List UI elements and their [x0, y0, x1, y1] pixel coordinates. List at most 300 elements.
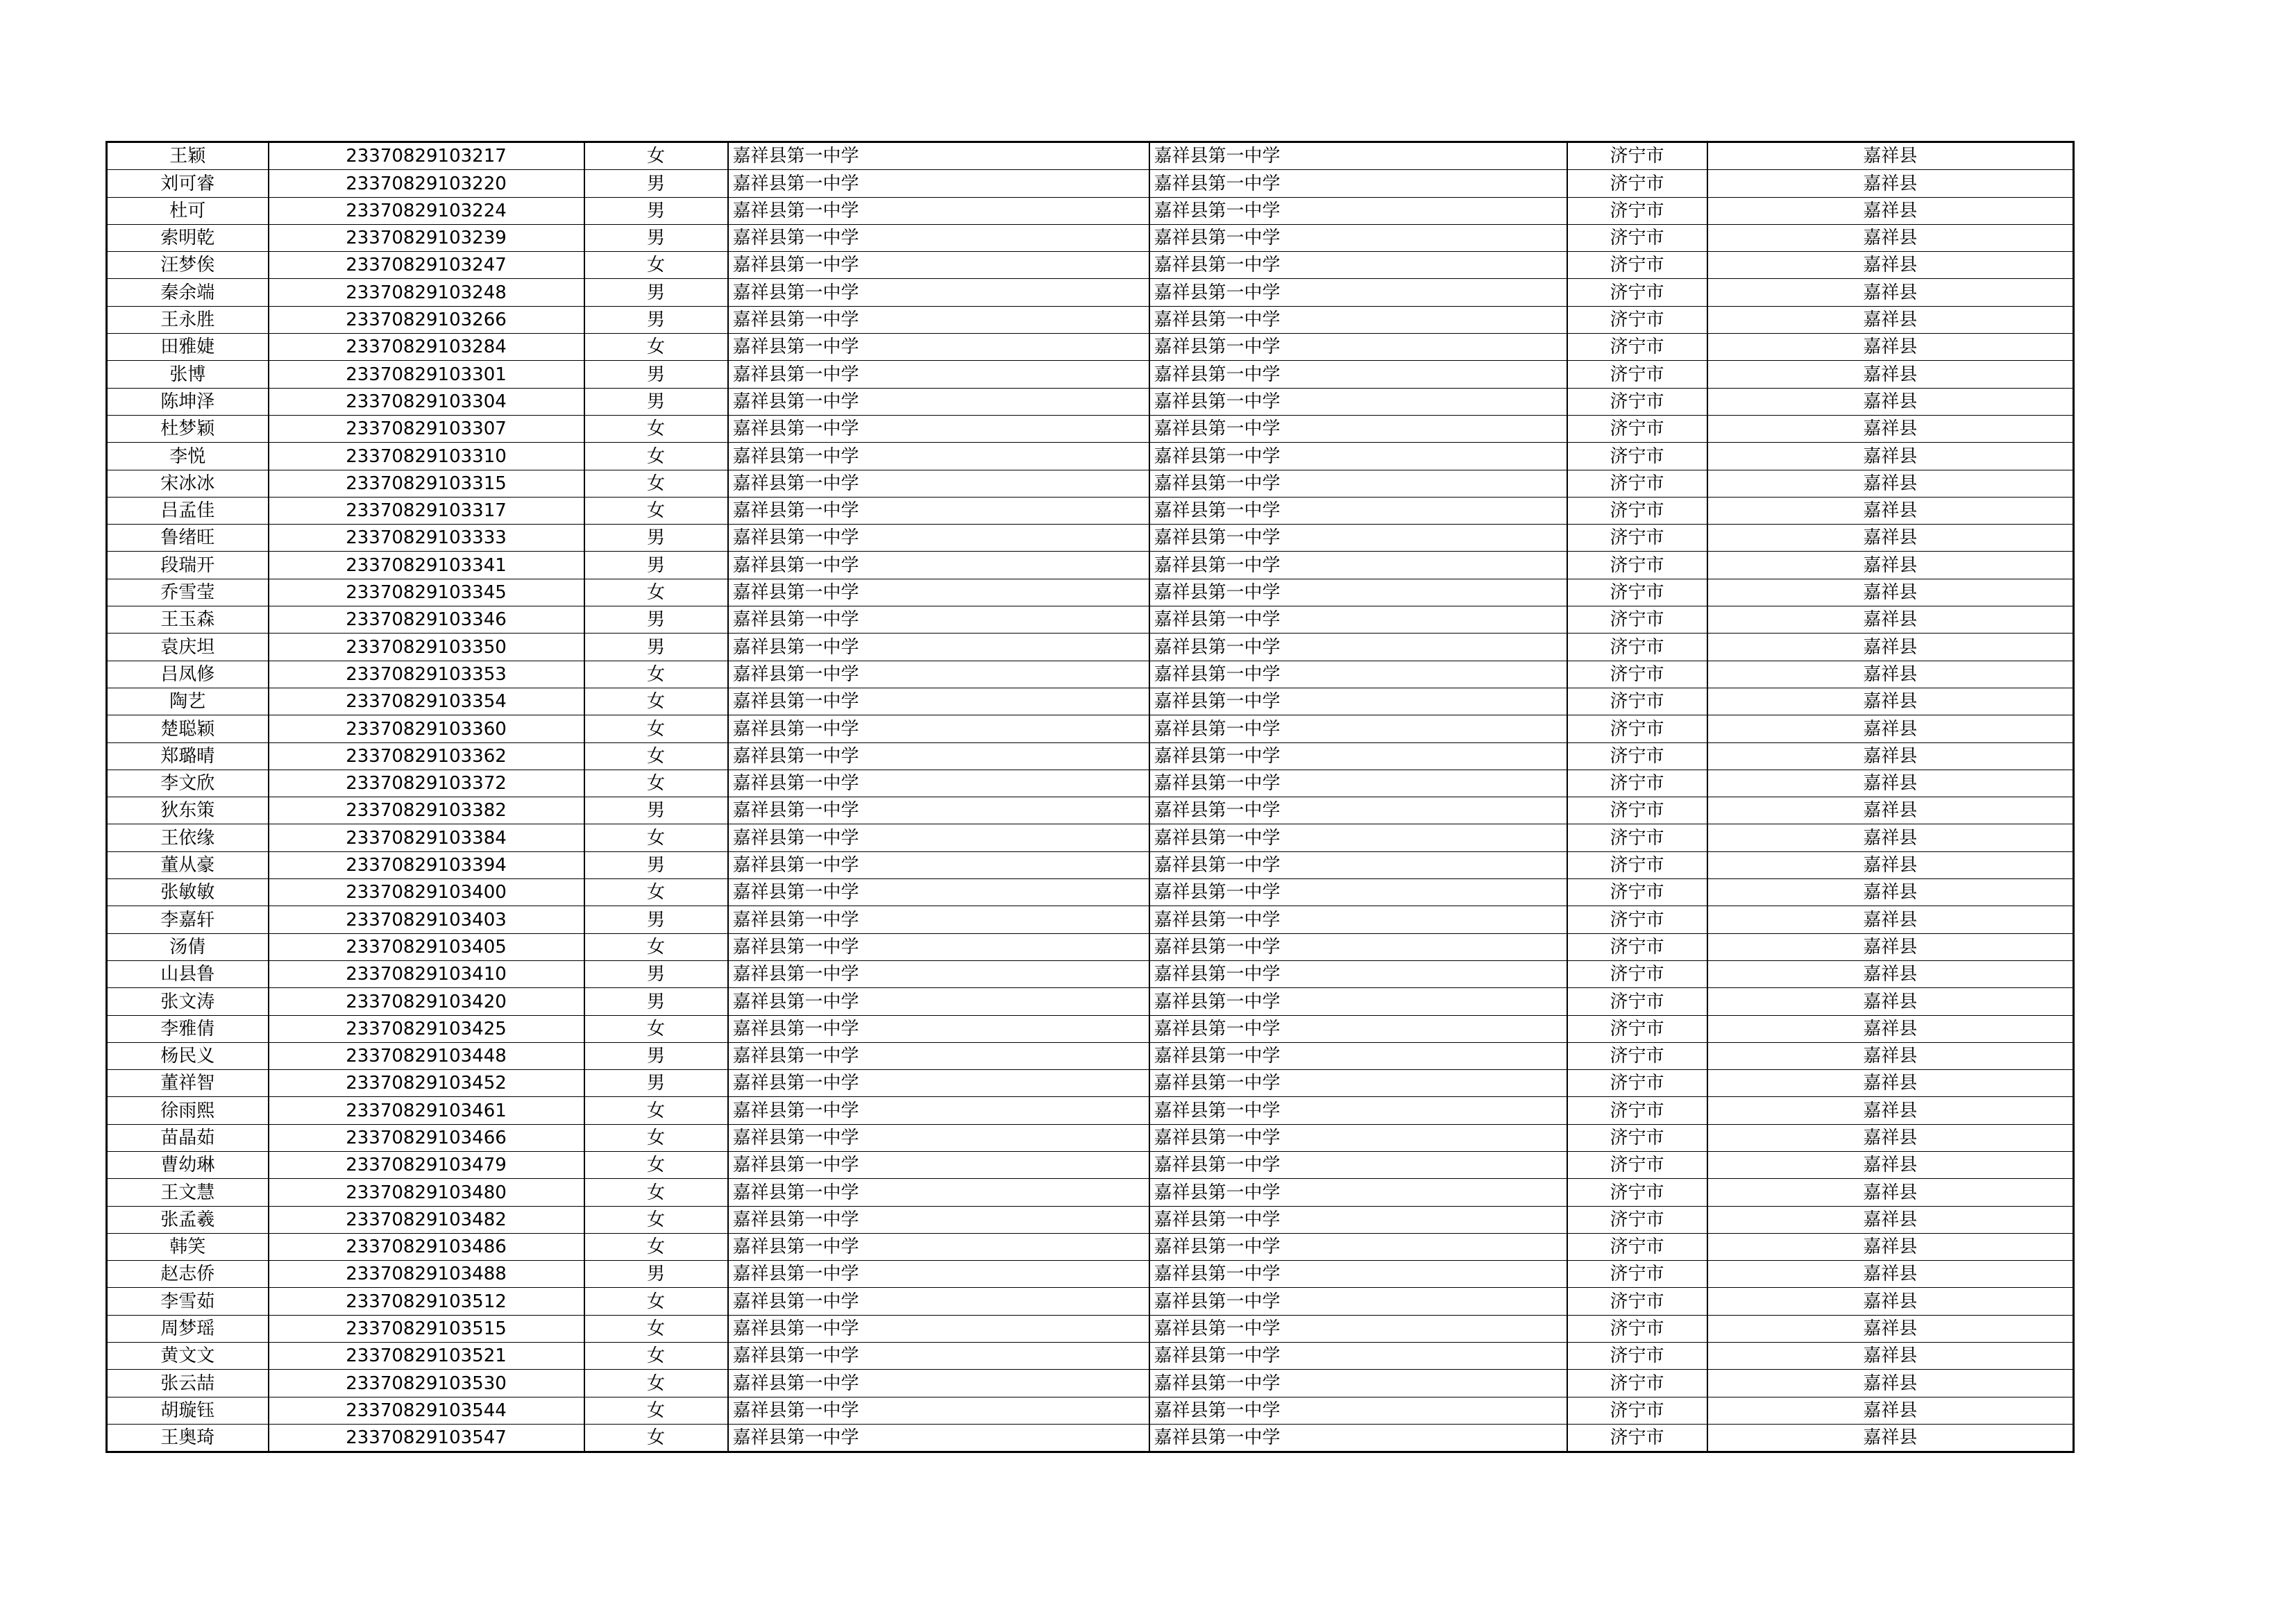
- cell-exam-id: 23370829103405: [269, 933, 584, 960]
- cell-city: 济宁市: [1567, 497, 1707, 524]
- cell-exam-id: 23370829103466: [269, 1124, 584, 1151]
- table-row: [107, 1343, 2074, 1370]
- cell-county: 嘉祥县: [1707, 1424, 2074, 1452]
- cell-gender: 男: [584, 906, 728, 933]
- cell-city: 济宁市: [1567, 415, 1707, 442]
- cell-gender: 男: [584, 1261, 728, 1288]
- cell-name: 刘可睿: [107, 170, 269, 197]
- cell-name: 张孟羲: [107, 1206, 269, 1233]
- cell-county: 嘉祥县: [1707, 1151, 2074, 1178]
- cell-school-2: 嘉祥县第一中学: [1149, 1424, 1567, 1452]
- cell-city: 济宁市: [1567, 770, 1707, 797]
- cell-exam-id: 23370829103333: [269, 525, 584, 552]
- cell-school-2: 嘉祥县第一中学: [1149, 388, 1567, 415]
- table-row: [107, 1206, 2074, 1233]
- cell-county: 嘉祥县: [1707, 1179, 2074, 1206]
- cell-school: 嘉祥县第一中学: [728, 879, 1149, 906]
- cell-gender: 女: [584, 1424, 728, 1452]
- cell-school-2: 嘉祥县第一中学: [1149, 634, 1567, 661]
- table-row: [107, 415, 2074, 442]
- cell-gender: 女: [584, 661, 728, 688]
- cell-name: 李文欣: [107, 770, 269, 797]
- table-row: [107, 851, 2074, 878]
- cell-county: 嘉祥县: [1707, 1042, 2074, 1069]
- cell-name: 曹幼琳: [107, 1151, 269, 1178]
- cell-name: 董从豪: [107, 851, 269, 878]
- cell-county: 嘉祥县: [1707, 1288, 2074, 1315]
- cell-school-2: 嘉祥县第一中学: [1149, 142, 1567, 170]
- cell-name: 张文涛: [107, 988, 269, 1015]
- cell-school-2: 嘉祥县第一中学: [1149, 1343, 1567, 1370]
- cell-school-2: 嘉祥县第一中学: [1149, 906, 1567, 933]
- cell-city: 济宁市: [1567, 142, 1707, 170]
- cell-exam-id: 23370829103220: [269, 170, 584, 197]
- table-row: [107, 142, 2074, 170]
- cell-county: 嘉祥县: [1707, 334, 2074, 361]
- cell-school-2: 嘉祥县第一中学: [1149, 851, 1567, 878]
- cell-gender: 女: [584, 1315, 728, 1342]
- cell-school-2: 嘉祥县第一中学: [1149, 1315, 1567, 1342]
- cell-city: 济宁市: [1567, 525, 1707, 552]
- cell-exam-id: 23370829103372: [269, 770, 584, 797]
- cell-city: 济宁市: [1567, 715, 1707, 742]
- table-row: [107, 1151, 2074, 1178]
- cell-gender: 女: [584, 715, 728, 742]
- cell-gender: 女: [584, 1097, 728, 1124]
- cell-school: 嘉祥县第一中学: [728, 224, 1149, 251]
- cell-school-2: 嘉祥县第一中学: [1149, 1288, 1567, 1315]
- cell-name: 索明乾: [107, 224, 269, 251]
- cell-gender: 男: [584, 606, 728, 634]
- cell-exam-id: 23370829103448: [269, 1042, 584, 1069]
- cell-school: 嘉祥县第一中学: [728, 470, 1149, 497]
- cell-exam-id: 23370829103310: [269, 443, 584, 470]
- table-row: [107, 715, 2074, 742]
- cell-exam-id: 23370829103360: [269, 715, 584, 742]
- cell-school-2: 嘉祥县第一中学: [1149, 279, 1567, 306]
- cell-school: 嘉祥县第一中学: [728, 279, 1149, 306]
- cell-city: 济宁市: [1567, 1261, 1707, 1288]
- cell-exam-id: 23370829103461: [269, 1097, 584, 1124]
- cell-county: 嘉祥县: [1707, 797, 2074, 824]
- cell-city: 济宁市: [1567, 606, 1707, 634]
- cell-county: 嘉祥县: [1707, 1315, 2074, 1342]
- cell-school-2: 嘉祥县第一中学: [1149, 470, 1567, 497]
- cell-name: 王文慧: [107, 1179, 269, 1206]
- cell-school-2: 嘉祥县第一中学: [1149, 306, 1567, 333]
- cell-county: 嘉祥县: [1707, 634, 2074, 661]
- table-row: [107, 1124, 2074, 1151]
- cell-school: 嘉祥县第一中学: [728, 770, 1149, 797]
- cell-city: 济宁市: [1567, 688, 1707, 715]
- table-row: [107, 1397, 2074, 1424]
- cell-school-2: 嘉祥县第一中学: [1149, 661, 1567, 688]
- cell-school-2: 嘉祥县第一中学: [1149, 688, 1567, 715]
- cell-gender: 女: [584, 497, 728, 524]
- cell-school-2: 嘉祥县第一中学: [1149, 988, 1567, 1015]
- table-row: [107, 770, 2074, 797]
- cell-school: 嘉祥县第一中学: [728, 1015, 1149, 1042]
- table-row: [107, 470, 2074, 497]
- cell-gender: 男: [584, 552, 728, 579]
- cell-city: 济宁市: [1567, 879, 1707, 906]
- cell-school: 嘉祥县第一中学: [728, 170, 1149, 197]
- cell-name: 王依缘: [107, 824, 269, 851]
- cell-city: 济宁市: [1567, 1070, 1707, 1097]
- cell-name: 张博: [107, 361, 269, 388]
- table-row: [107, 933, 2074, 960]
- cell-exam-id: 23370829103400: [269, 879, 584, 906]
- cell-county: 嘉祥县: [1707, 879, 2074, 906]
- cell-city: 济宁市: [1567, 988, 1707, 1015]
- cell-school: 嘉祥县第一中学: [728, 933, 1149, 960]
- cell-county: 嘉祥县: [1707, 1124, 2074, 1151]
- cell-county: 嘉祥县: [1707, 661, 2074, 688]
- cell-gender: 女: [584, 579, 728, 606]
- cell-exam-id: 23370829103362: [269, 742, 584, 770]
- cell-name: 赵志侨: [107, 1261, 269, 1288]
- cell-name: 乔雪莹: [107, 579, 269, 606]
- cell-school-2: 嘉祥县第一中学: [1149, 1070, 1567, 1097]
- cell-school: 嘉祥县第一中学: [728, 1343, 1149, 1370]
- cell-school: 嘉祥县第一中学: [728, 1397, 1149, 1424]
- cell-gender: 男: [584, 634, 728, 661]
- cell-city: 济宁市: [1567, 824, 1707, 851]
- cell-exam-id: 23370829103420: [269, 988, 584, 1015]
- cell-name: 郑璐晴: [107, 742, 269, 770]
- cell-school: 嘉祥县第一中学: [728, 1424, 1149, 1452]
- cell-gender: 女: [584, 415, 728, 442]
- cell-city: 济宁市: [1567, 960, 1707, 987]
- cell-school-2: 嘉祥县第一中学: [1149, 415, 1567, 442]
- cell-city: 济宁市: [1567, 1206, 1707, 1233]
- cell-name: 鲁绪旺: [107, 525, 269, 552]
- table-row: [107, 1015, 2074, 1042]
- cell-city: 济宁市: [1567, 742, 1707, 770]
- cell-county: 嘉祥县: [1707, 770, 2074, 797]
- cell-name: 杜可: [107, 197, 269, 224]
- cell-exam-id: 23370829103307: [269, 415, 584, 442]
- cell-gender: 女: [584, 933, 728, 960]
- cell-gender: 男: [584, 851, 728, 878]
- cell-gender: 男: [584, 170, 728, 197]
- cell-school: 嘉祥县第一中学: [728, 906, 1149, 933]
- cell-school: 嘉祥县第一中学: [728, 306, 1149, 333]
- cell-school: 嘉祥县第一中学: [728, 1042, 1149, 1069]
- cell-school: 嘉祥县第一中学: [728, 1233, 1149, 1260]
- cell-school-2: 嘉祥县第一中学: [1149, 1151, 1567, 1178]
- cell-exam-id: 23370829103345: [269, 579, 584, 606]
- cell-gender: 男: [584, 306, 728, 333]
- cell-school-2: 嘉祥县第一中学: [1149, 1233, 1567, 1260]
- cell-county: 嘉祥县: [1707, 988, 2074, 1015]
- table-row: [107, 497, 2074, 524]
- cell-gender: 男: [584, 960, 728, 987]
- cell-city: 济宁市: [1567, 197, 1707, 224]
- cell-county: 嘉祥县: [1707, 361, 2074, 388]
- cell-school-2: 嘉祥县第一中学: [1149, 742, 1567, 770]
- cell-exam-id: 23370829103301: [269, 361, 584, 388]
- cell-city: 济宁市: [1567, 1315, 1707, 1342]
- table-row: [107, 1370, 2074, 1397]
- cell-name: 秦余端: [107, 279, 269, 306]
- cell-county: 嘉祥县: [1707, 197, 2074, 224]
- cell-gender: 男: [584, 525, 728, 552]
- cell-exam-id: 23370829103521: [269, 1343, 584, 1370]
- cell-gender: 女: [584, 688, 728, 715]
- cell-school: 嘉祥县第一中学: [728, 1370, 1149, 1397]
- cell-school-2: 嘉祥县第一中学: [1149, 197, 1567, 224]
- cell-county: 嘉祥县: [1707, 525, 2074, 552]
- cell-school: 嘉祥县第一中学: [728, 851, 1149, 878]
- cell-name: 吕孟佳: [107, 497, 269, 524]
- cell-school: 嘉祥县第一中学: [728, 606, 1149, 634]
- cell-school: 嘉祥县第一中学: [728, 988, 1149, 1015]
- cell-county: 嘉祥县: [1707, 1370, 2074, 1397]
- cell-name: 李悦: [107, 443, 269, 470]
- cell-school: 嘉祥县第一中学: [728, 1151, 1149, 1178]
- cell-name: 宋冰冰: [107, 470, 269, 497]
- cell-school-2: 嘉祥县第一中学: [1149, 579, 1567, 606]
- cell-exam-id: 23370829103479: [269, 1151, 584, 1178]
- cell-city: 济宁市: [1567, 361, 1707, 388]
- cell-exam-id: 23370829103425: [269, 1015, 584, 1042]
- cell-school: 嘉祥县第一中学: [728, 142, 1149, 170]
- roster-body: [107, 142, 2074, 1452]
- cell-name: 李雪茹: [107, 1288, 269, 1315]
- cell-school-2: 嘉祥县第一中学: [1149, 824, 1567, 851]
- cell-name: 陈坤泽: [107, 388, 269, 415]
- cell-exam-id: 23370829103486: [269, 1233, 584, 1260]
- cell-name: 王奥琦: [107, 1424, 269, 1452]
- cell-school-2: 嘉祥县第一中学: [1149, 334, 1567, 361]
- cell-exam-id: 23370829103452: [269, 1070, 584, 1097]
- cell-exam-id: 23370829103410: [269, 960, 584, 987]
- cell-school-2: 嘉祥县第一中学: [1149, 797, 1567, 824]
- table-row: [107, 525, 2074, 552]
- cell-city: 济宁市: [1567, 443, 1707, 470]
- cell-gender: 女: [584, 142, 728, 170]
- cell-county: 嘉祥县: [1707, 142, 2074, 170]
- table-row: [107, 688, 2074, 715]
- table-row: [107, 361, 2074, 388]
- cell-county: 嘉祥县: [1707, 579, 2074, 606]
- cell-school: 嘉祥县第一中学: [728, 1261, 1149, 1288]
- cell-name: 胡璇钰: [107, 1397, 269, 1424]
- cell-city: 济宁市: [1567, 306, 1707, 333]
- cell-school: 嘉祥县第一中学: [728, 1206, 1149, 1233]
- cell-gender: 男: [584, 797, 728, 824]
- table-row: [107, 1261, 2074, 1288]
- cell-county: 嘉祥县: [1707, 415, 2074, 442]
- table-row: [107, 824, 2074, 851]
- cell-county: 嘉祥县: [1707, 224, 2074, 251]
- cell-city: 济宁市: [1567, 634, 1707, 661]
- cell-name: 黄文文: [107, 1343, 269, 1370]
- cell-county: 嘉祥县: [1707, 497, 2074, 524]
- cell-city: 济宁市: [1567, 1397, 1707, 1424]
- cell-name: 汪梦俟: [107, 252, 269, 279]
- cell-school: 嘉祥县第一中学: [728, 797, 1149, 824]
- cell-exam-id: 23370829103346: [269, 606, 584, 634]
- cell-city: 济宁市: [1567, 906, 1707, 933]
- roster-table: [105, 141, 2075, 1453]
- cell-county: 嘉祥县: [1707, 824, 2074, 851]
- cell-county: 嘉祥县: [1707, 715, 2074, 742]
- table-row: [107, 170, 2074, 197]
- cell-name: 田雅婕: [107, 334, 269, 361]
- cell-name: 韩笑: [107, 1233, 269, 1260]
- cell-city: 济宁市: [1567, 1424, 1707, 1452]
- cell-exam-id: 23370829103382: [269, 797, 584, 824]
- cell-city: 济宁市: [1567, 579, 1707, 606]
- cell-school: 嘉祥县第一中学: [728, 443, 1149, 470]
- cell-gender: 男: [584, 388, 728, 415]
- table-row: [107, 1288, 2074, 1315]
- cell-school-2: 嘉祥县第一中学: [1149, 1015, 1567, 1042]
- cell-county: 嘉祥县: [1707, 170, 2074, 197]
- table-row: [107, 797, 2074, 824]
- cell-exam-id: 23370829103544: [269, 1397, 584, 1424]
- table-row: [107, 1315, 2074, 1342]
- cell-city: 济宁市: [1567, 933, 1707, 960]
- cell-county: 嘉祥县: [1707, 443, 2074, 470]
- cell-city: 济宁市: [1567, 170, 1707, 197]
- cell-school-2: 嘉祥县第一中学: [1149, 525, 1567, 552]
- cell-school-2: 嘉祥县第一中学: [1149, 552, 1567, 579]
- cell-school: 嘉祥县第一中学: [728, 1070, 1149, 1097]
- cell-school: 嘉祥县第一中学: [728, 1288, 1149, 1315]
- cell-city: 济宁市: [1567, 552, 1707, 579]
- table-row: [107, 252, 2074, 279]
- cell-city: 济宁市: [1567, 797, 1707, 824]
- cell-gender: 女: [584, 334, 728, 361]
- cell-city: 济宁市: [1567, 1151, 1707, 1178]
- cell-name: 陶艺: [107, 688, 269, 715]
- cell-school: 嘉祥县第一中学: [728, 197, 1149, 224]
- cell-city: 济宁市: [1567, 224, 1707, 251]
- cell-county: 嘉祥县: [1707, 742, 2074, 770]
- cell-county: 嘉祥县: [1707, 851, 2074, 878]
- table-row: [107, 279, 2074, 306]
- cell-county: 嘉祥县: [1707, 1397, 2074, 1424]
- cell-school: 嘉祥县第一中学: [728, 415, 1149, 442]
- cell-city: 济宁市: [1567, 470, 1707, 497]
- cell-exam-id: 23370829103480: [269, 1179, 584, 1206]
- cell-school: 嘉祥县第一中学: [728, 579, 1149, 606]
- cell-school: 嘉祥县第一中学: [728, 1179, 1149, 1206]
- table-row: [107, 1097, 2074, 1124]
- cell-school-2: 嘉祥县第一中学: [1149, 1370, 1567, 1397]
- cell-gender: 男: [584, 224, 728, 251]
- table-row: [107, 742, 2074, 770]
- cell-name: 李雅倩: [107, 1015, 269, 1042]
- cell-school-2: 嘉祥县第一中学: [1149, 1124, 1567, 1151]
- table-row: [107, 1042, 2074, 1069]
- cell-city: 济宁市: [1567, 388, 1707, 415]
- table-row: [107, 443, 2074, 470]
- cell-name: 董祥智: [107, 1070, 269, 1097]
- cell-gender: 女: [584, 824, 728, 851]
- cell-gender: 女: [584, 470, 728, 497]
- cell-name: 段瑞开: [107, 552, 269, 579]
- cell-gender: 男: [584, 361, 728, 388]
- cell-exam-id: 23370829103482: [269, 1206, 584, 1233]
- cell-exam-id: 23370829103239: [269, 224, 584, 251]
- table-row: [107, 606, 2074, 634]
- cell-exam-id: 23370829103530: [269, 1370, 584, 1397]
- cell-city: 济宁市: [1567, 661, 1707, 688]
- table-row: [107, 634, 2074, 661]
- cell-gender: 女: [584, 1015, 728, 1042]
- cell-county: 嘉祥县: [1707, 1097, 2074, 1124]
- cell-school-2: 嘉祥县第一中学: [1149, 361, 1567, 388]
- cell-name: 吕凤修: [107, 661, 269, 688]
- cell-school-2: 嘉祥县第一中学: [1149, 960, 1567, 987]
- cell-county: 嘉祥县: [1707, 552, 2074, 579]
- cell-name: 山县鲁: [107, 960, 269, 987]
- cell-name: 杨民义: [107, 1042, 269, 1069]
- cell-gender: 女: [584, 770, 728, 797]
- cell-school: 嘉祥县第一中学: [728, 361, 1149, 388]
- cell-school: 嘉祥县第一中学: [728, 1097, 1149, 1124]
- cell-school: 嘉祥县第一中学: [728, 388, 1149, 415]
- cell-exam-id: 23370829103217: [269, 142, 584, 170]
- table-row: [107, 306, 2074, 333]
- cell-school: 嘉祥县第一中学: [728, 552, 1149, 579]
- cell-school: 嘉祥县第一中学: [728, 634, 1149, 661]
- cell-county: 嘉祥县: [1707, 1206, 2074, 1233]
- cell-school-2: 嘉祥县第一中学: [1149, 1042, 1567, 1069]
- cell-school-2: 嘉祥县第一中学: [1149, 879, 1567, 906]
- cell-county: 嘉祥县: [1707, 688, 2074, 715]
- cell-exam-id: 23370829103304: [269, 388, 584, 415]
- cell-gender: 女: [584, 1343, 728, 1370]
- cell-gender: 女: [584, 1370, 728, 1397]
- cell-exam-id: 23370829103247: [269, 252, 584, 279]
- cell-gender: 男: [584, 279, 728, 306]
- cell-school: 嘉祥县第一中学: [728, 742, 1149, 770]
- cell-exam-id: 23370829103515: [269, 1315, 584, 1342]
- cell-gender: 女: [584, 742, 728, 770]
- cell-name: 王颖: [107, 142, 269, 170]
- cell-school: 嘉祥县第一中学: [728, 824, 1149, 851]
- cell-gender: 女: [584, 252, 728, 279]
- table-row: [107, 1070, 2074, 1097]
- cell-county: 嘉祥县: [1707, 1343, 2074, 1370]
- table-row: [107, 1233, 2074, 1260]
- cell-school-2: 嘉祥县第一中学: [1149, 1097, 1567, 1124]
- cell-school-2: 嘉祥县第一中学: [1149, 715, 1567, 742]
- cell-name: 狄东策: [107, 797, 269, 824]
- cell-gender: 女: [584, 1151, 728, 1178]
- cell-exam-id: 23370829103341: [269, 552, 584, 579]
- table-row: [107, 388, 2074, 415]
- cell-school-2: 嘉祥县第一中学: [1149, 497, 1567, 524]
- cell-school-2: 嘉祥县第一中学: [1149, 224, 1567, 251]
- cell-county: 嘉祥县: [1707, 1070, 2074, 1097]
- cell-county: 嘉祥县: [1707, 933, 2074, 960]
- cell-gender: 男: [584, 988, 728, 1015]
- cell-exam-id: 23370829103353: [269, 661, 584, 688]
- cell-county: 嘉祥县: [1707, 306, 2074, 333]
- cell-city: 济宁市: [1567, 1015, 1707, 1042]
- cell-name: 袁庆坦: [107, 634, 269, 661]
- cell-school-2: 嘉祥县第一中学: [1149, 770, 1567, 797]
- cell-name: 苗晶茹: [107, 1124, 269, 1151]
- cell-city: 济宁市: [1567, 252, 1707, 279]
- cell-exam-id: 23370829103284: [269, 334, 584, 361]
